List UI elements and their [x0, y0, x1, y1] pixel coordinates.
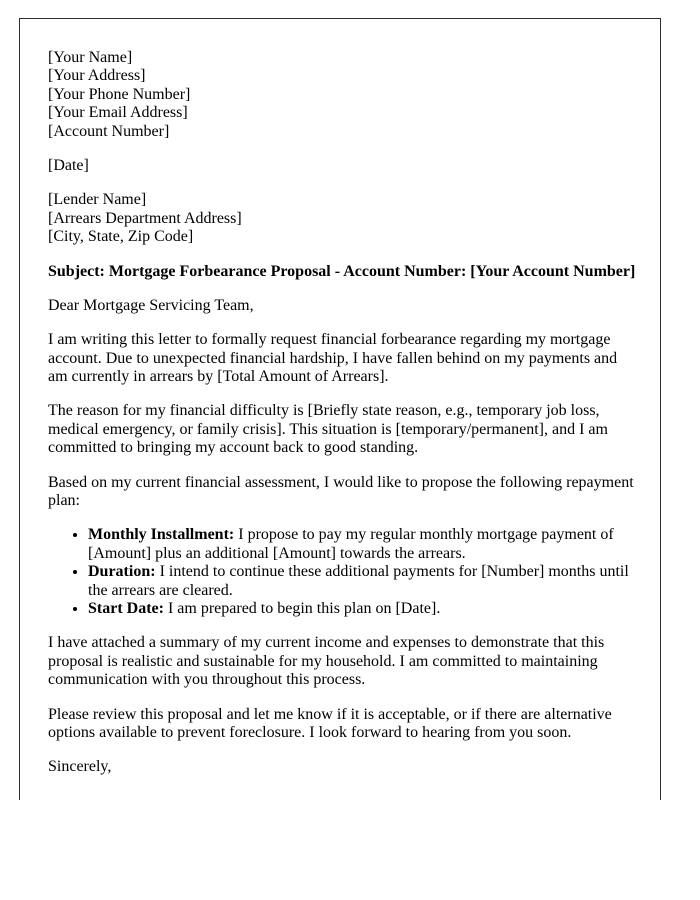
list-item-start-date	[88, 600, 636, 618]
recipient-block	[48, 191, 636, 246]
repayment-plan-list	[48, 526, 636, 618]
sender-phone-line: [Your Phone Number]	[48, 85, 191, 103]
recipient-lender-line: [Lender Name]	[48, 191, 147, 209]
sender-block	[48, 49, 636, 141]
bullet-text: I propose to pay my regular monthly mortgage payment of [Amount] plus an additional [Amount] towards the arrears.	[88, 526, 614, 562]
signoff: Sincerely,	[48, 758, 112, 776]
paragraph-intro: I am writing this letter to formally request financial forbearance regarding my mortgage account. Due to unexpected financial hardship, I have fallen behind on my payments and am currently in arrears by [Total Amount of Arrears].	[48, 331, 618, 386]
sender-account-line: [Account Number]	[48, 122, 170, 140]
paragraph-proposal-lead: Based on my current financial assessment, I would like to propose the following repayment plan:	[48, 473, 634, 510]
sender-address-line: [Your Address]	[48, 67, 146, 85]
bullet-lead: Duration:	[88, 563, 156, 581]
paragraph-review-request: Please review this proposal and let me know if it is acceptable, or if there are alternative options available to prevent foreclosure. I look forward to hearing from you soon.	[48, 705, 612, 741]
paragraph-reason: The reason for my financial difficulty is [Briefly state reason, e.g., temporary job loss, medical emergency, or family crisis]. This situation is [temporary/permanent], and I am committed to bringing my account back to good standing.	[48, 402, 608, 457]
recipient-city-line: [City, State, Zip Code]	[48, 228, 194, 246]
salutation: Dear Mortgage Servicing Team,	[48, 296, 254, 314]
bullet-text: I intend to continue these additional payments for [Number] months until the arrears are cleared.	[88, 563, 629, 599]
list-item-monthly-installment	[88, 526, 636, 563]
paragraph-attachment: I have attached a summary of my current income and expenses to demonstrate that this proposal is realistic and sustainable for my household. I am committed to maintaining communication with you throughout this process.	[48, 634, 605, 689]
letter-frame	[19, 18, 661, 800]
bullet-lead: Start Date:	[88, 599, 164, 617]
list-item-duration	[88, 563, 636, 600]
recipient-department-line: [Arrears Department Address]	[48, 209, 242, 227]
subject-line: Subject: Mortgage Forbearance Proposal - Account Number: [Your Account Number]	[48, 262, 636, 280]
bullet-text: I am prepared to begin this plan on [Date].	[163, 599, 441, 617]
bullet-lead: Monthly Installment:	[88, 526, 235, 544]
date-line: [Date]	[48, 156, 89, 174]
sender-email-line: [Your Email Address]	[48, 104, 188, 122]
sender-name-line: [Your Name]	[48, 49, 133, 66]
